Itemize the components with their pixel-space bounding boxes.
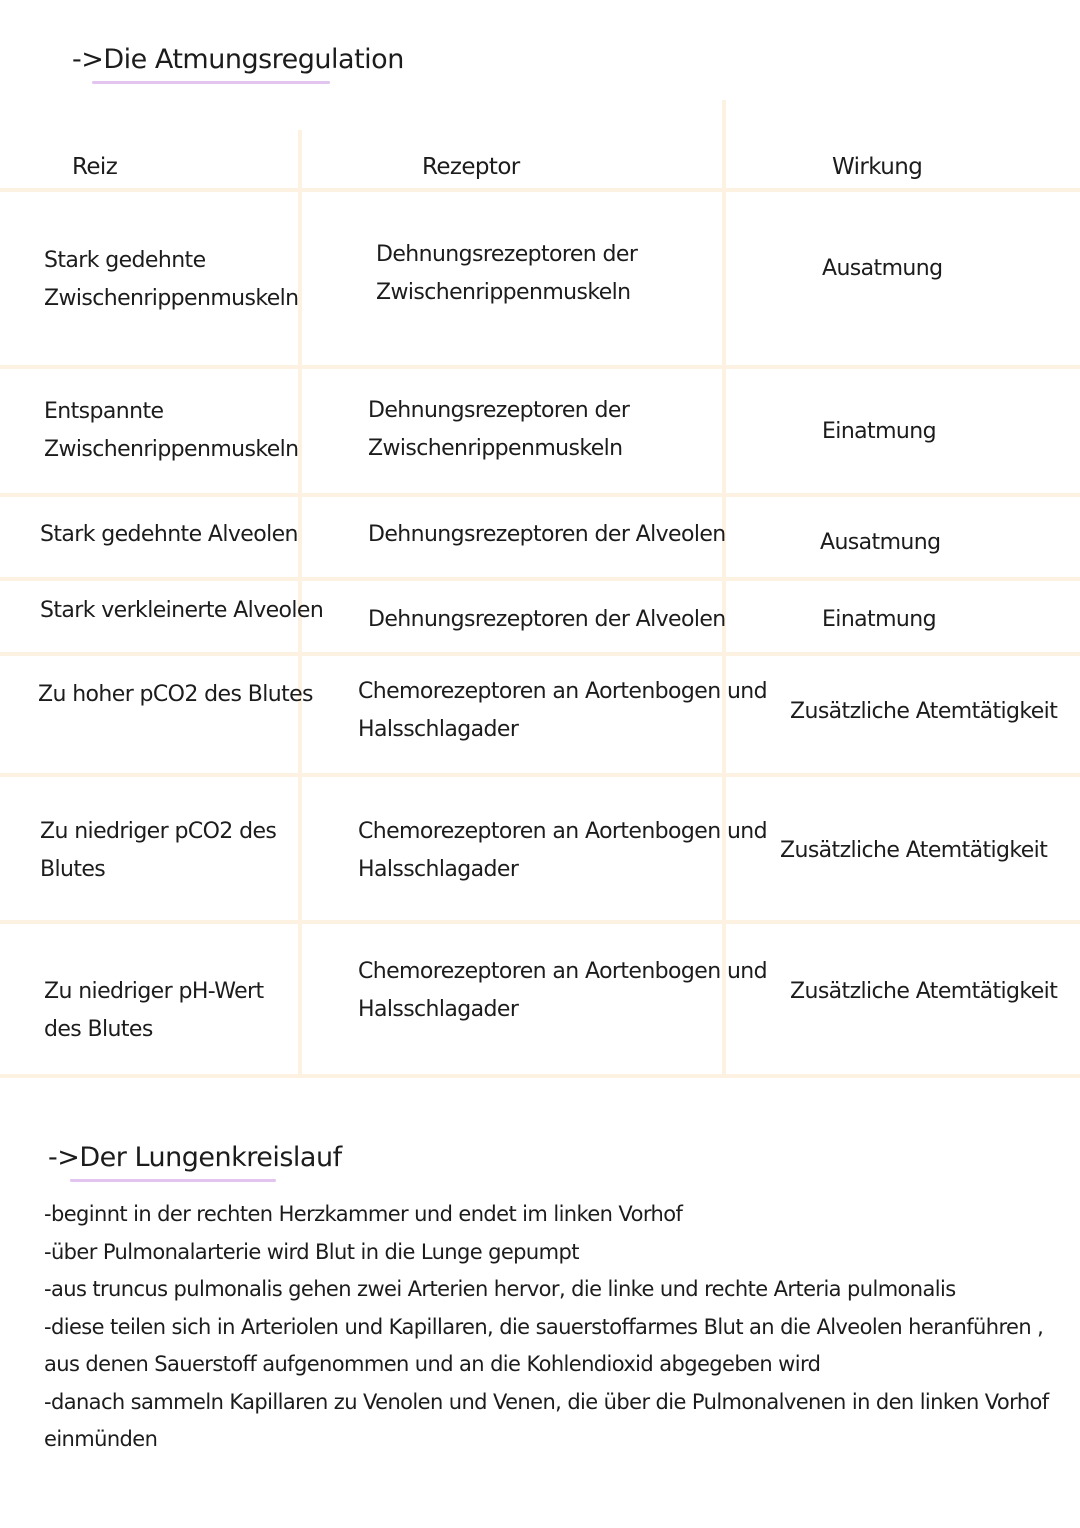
cell-wirkung: Einatmung (822, 607, 936, 632)
table-row-divider (0, 920, 1080, 924)
section-title-lungenkreislauf (48, 1142, 342, 1174)
table-row-divider (0, 493, 1080, 497)
cell-reiz: Entspannte Zwischenrippenmuskeln (44, 399, 299, 462)
cell-reiz: Zu hoher pCO2 des Blutes (38, 682, 313, 707)
cell-rezeptor: Chemorezeptoren an Aortenbogen und Halsschlagader (358, 679, 767, 742)
note-line: -über Pulmonalarterie wird Blut in die Lunge gepumpt (44, 1239, 579, 1264)
table-row-divider (0, 188, 1080, 192)
cell-rezeptor: Chemorezeptoren an Aortenbogen und Halsschlagader (358, 819, 767, 882)
section-title-atmungsregulation (72, 44, 404, 76)
cell-rezeptor: Dehnungsrezeptoren der Alveolen (368, 607, 726, 632)
cell-reiz: Zu niedriger pH-Wert des Blutes (44, 979, 264, 1042)
title-underline (70, 1179, 276, 1182)
note-line: -beginnt in der rechten Herzkammer und endet im linken Vorhof (44, 1202, 683, 1226)
lungenkreislauf-notes (44, 1196, 1054, 1459)
cell-wirkung: Zusätzliche Atemtätigkeit (780, 838, 1048, 863)
cell-wirkung: Einatmung (822, 419, 936, 444)
cell-rezeptor: Chemorezeptoren an Aortenbogen und Halsschlagader (358, 959, 767, 1022)
table-row-divider (0, 773, 1080, 777)
cell-reiz: Stark gedehnte Alveolen (40, 522, 298, 547)
note-line: -diese teilen sich in Arteriolen und Kapillaren, die sauerstoffarmes Blut an die Alveolen heranführen , aus denen Sauerstoff aufgenommen und an die Kohlendioxid abgegeben wird (44, 1314, 1044, 1376)
cell-wirkung: Zusätzliche Atemtätigkeit (790, 699, 1058, 724)
header-wirkung: Wirkung (832, 154, 923, 180)
cell-wirkung: Zusätzliche Atemtätigkeit (790, 979, 1058, 1004)
cell-wirkung: Ausatmung (820, 530, 941, 555)
cell-wirkung: Ausatmung (822, 256, 943, 281)
cell-reiz: Stark verkleinerte Alveolen (40, 598, 324, 623)
cell-rezeptor: Dehnungsrezeptoren der Zwischenrippenmuskeln (376, 242, 638, 305)
title-underline (92, 81, 330, 84)
header-reiz: Reiz (72, 154, 118, 180)
cell-reiz: Zu niedriger pCO2 des Blutes (40, 819, 277, 882)
section-title-text: ->Der Lungenkreislauf (48, 1142, 342, 1173)
table-row-divider (0, 365, 1080, 369)
cell-rezeptor: Dehnungsrezeptoren der Zwischenrippenmuskeln (368, 398, 630, 461)
note-line: -aus truncus pulmonalis gehen zwei Arterien hervor, die linke und rechte Arteria pulmonalis (44, 1277, 956, 1301)
table-row-divider (0, 652, 1080, 656)
header-rezeptor: Rezeptor (422, 154, 520, 180)
cell-reiz: Stark gedehnte Zwischenrippenmuskeln (44, 248, 299, 311)
table-row-divider (0, 577, 1080, 581)
cell-rezeptor: Dehnungsrezeptoren der Alveolen (368, 522, 726, 547)
table-column-divider (722, 100, 726, 1078)
note-line: -danach sammeln Kapillaren zu Venolen und Venen, die über die Pulmonalvenen in den linken Vorhof einmünden (44, 1389, 1049, 1451)
section-title-text: ->Die Atmungsregulation (72, 44, 404, 75)
table-row-divider (0, 1074, 1080, 1078)
